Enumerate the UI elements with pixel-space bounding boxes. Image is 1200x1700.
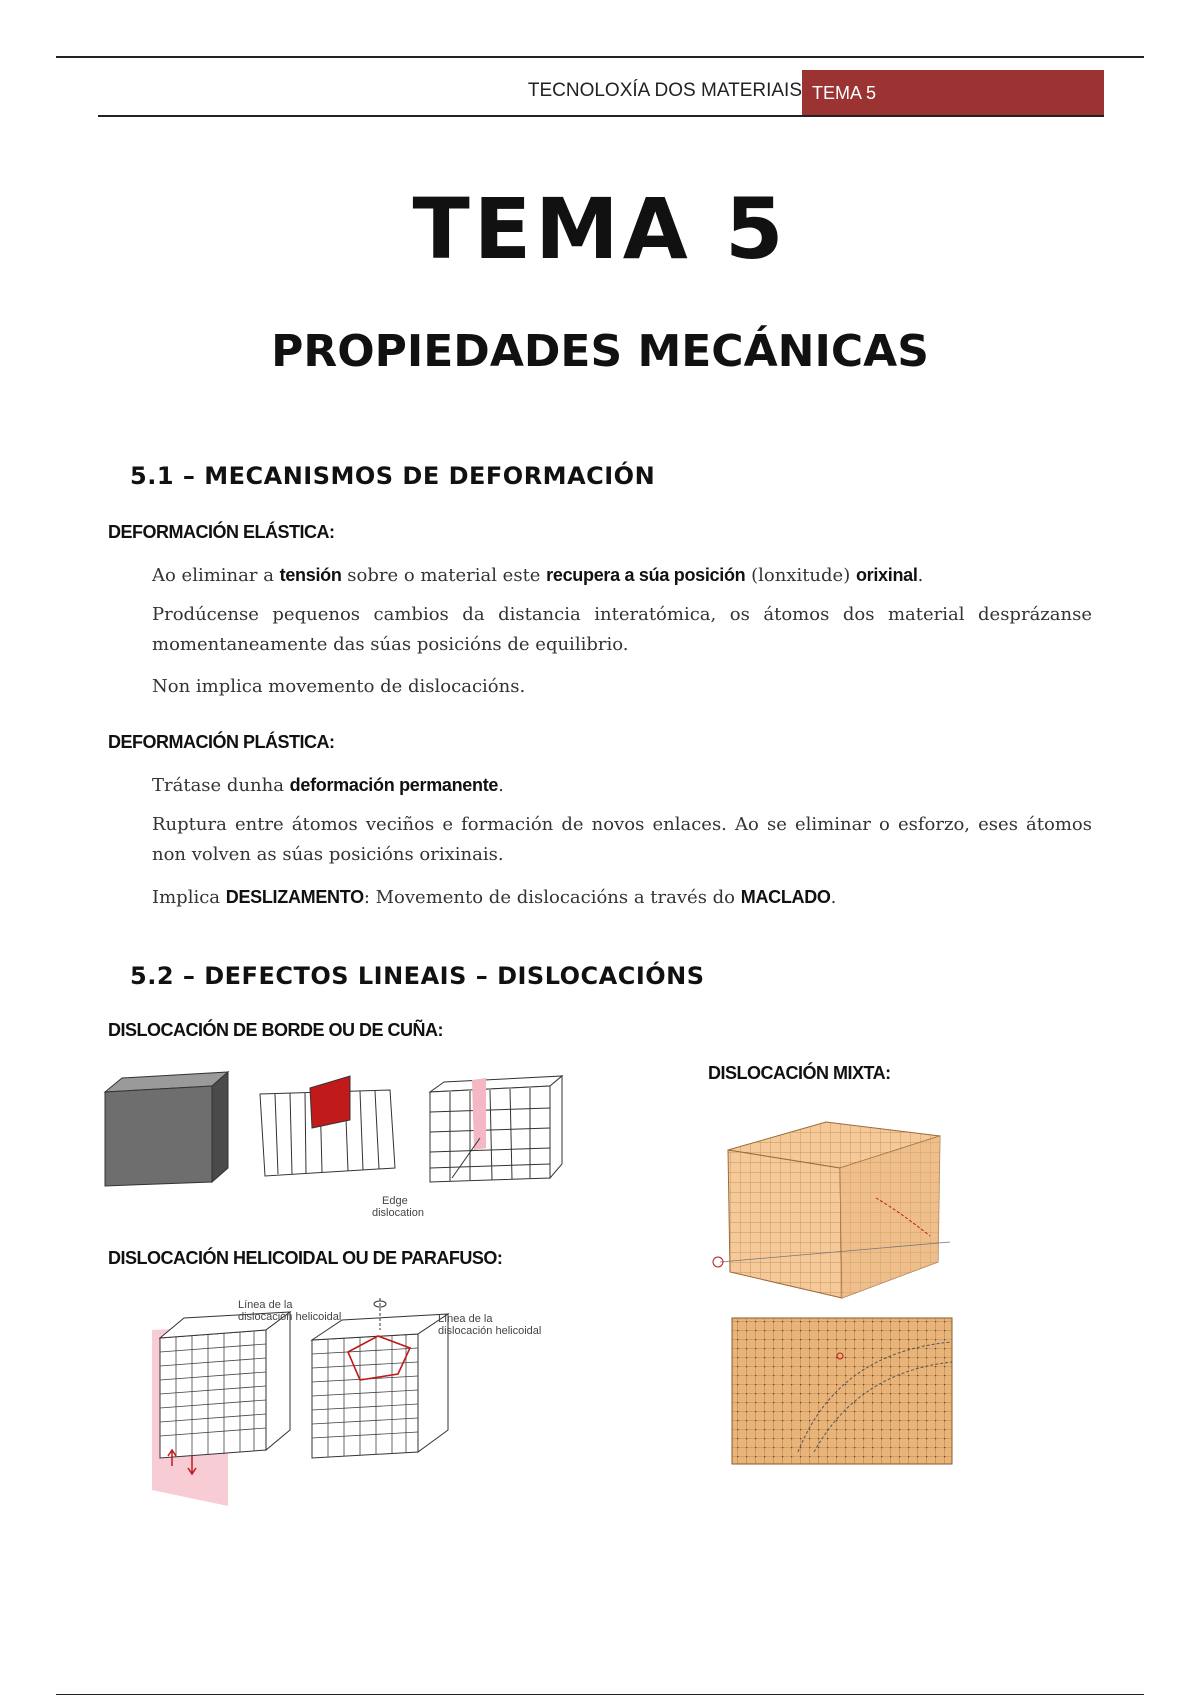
screw-caption-a2: dislocación helicoidal [238, 1311, 342, 1323]
edge-cube-lattice-image [430, 1076, 562, 1182]
edge-caption-1: Edge [382, 1195, 408, 1207]
header-underline [98, 115, 1104, 117]
screw-caption-b2: dislocación helicoidal [438, 1325, 542, 1337]
screw-caption-b1: Línea de la [438, 1313, 493, 1325]
page-subtitle: PROPIEDADES MECÁNICAS [271, 326, 929, 377]
elastic-paragraph-1: Ao eliminar a tensión sobre o material este recupera a súa posición (lonxitude) orixinal. [152, 565, 924, 586]
edge-dislocation-heading: DISLOCACIÓN DE BORDE OU DE CUÑA: [108, 1020, 444, 1040]
screw-dislocation-heading: DISLOCACIÓN HELICOIDAL OU DE PARAFUSO: [108, 1248, 503, 1268]
screw-caption-a1: Línea de la [238, 1299, 293, 1311]
edge-dislocation-figure [100, 1068, 570, 1218]
page-title: TEMA 5 [412, 180, 788, 278]
elastic-paragraph-2: Prodúcense pequenos cambios da distancia interatómica, os átomos dos material desprázanse momentaneamente das súas posicións de equilibrio. [152, 604, 1092, 655]
mixed-dislocation-heading: DISLOCACIÓN MIXTA: [708, 1063, 891, 1083]
bottom-rule [56, 1694, 1144, 1695]
section-heading-5-1: 5.1 – MECANISMOS DE DEFORMACIÓN [130, 462, 656, 490]
solid-cube-image [105, 1072, 228, 1186]
edge-cube-red-plane-image [260, 1076, 395, 1176]
plastic-paragraph-3: Implica DESLIZAMENTO: Movemento de dislocacións a través do MACLADO. [152, 887, 837, 908]
elastic-heading: DEFORMACIÓN ELÁSTICA: [108, 522, 335, 542]
plastic-heading: DEFORMACIÓN PLÁSTICA: [108, 732, 335, 752]
mixed-dislocation-cube-figure [700, 1102, 972, 1302]
screw-dislocation-figure [148, 1290, 568, 1510]
mixed-dislocation-lattice-figure [728, 1312, 960, 1472]
header-title: TECNOLOXÍA DOS MATERIAIS [527, 80, 802, 101]
plastic-paragraph-1: Trátase dunha deformación permanente. [152, 775, 504, 796]
top-rule [56, 56, 1144, 58]
plastic-paragraph-2: Ruptura entre átomos veciños e formación de novos enlaces. Ao se eliminar o esforzo, eses átomos non volven as súas posicións orixinais. [152, 814, 1092, 865]
screw-cube-left-image [152, 1312, 290, 1506]
edge-caption-2: dislocation [372, 1207, 424, 1218]
header-tag: TEMA 5 [802, 70, 1104, 116]
elastic-paragraph-3: Non implica movemento de dislocacións. [152, 676, 526, 697]
section-heading-5-2: 5.2 – DEFECTOS LINEAIS – DISLOCACIÓNS [130, 962, 705, 990]
